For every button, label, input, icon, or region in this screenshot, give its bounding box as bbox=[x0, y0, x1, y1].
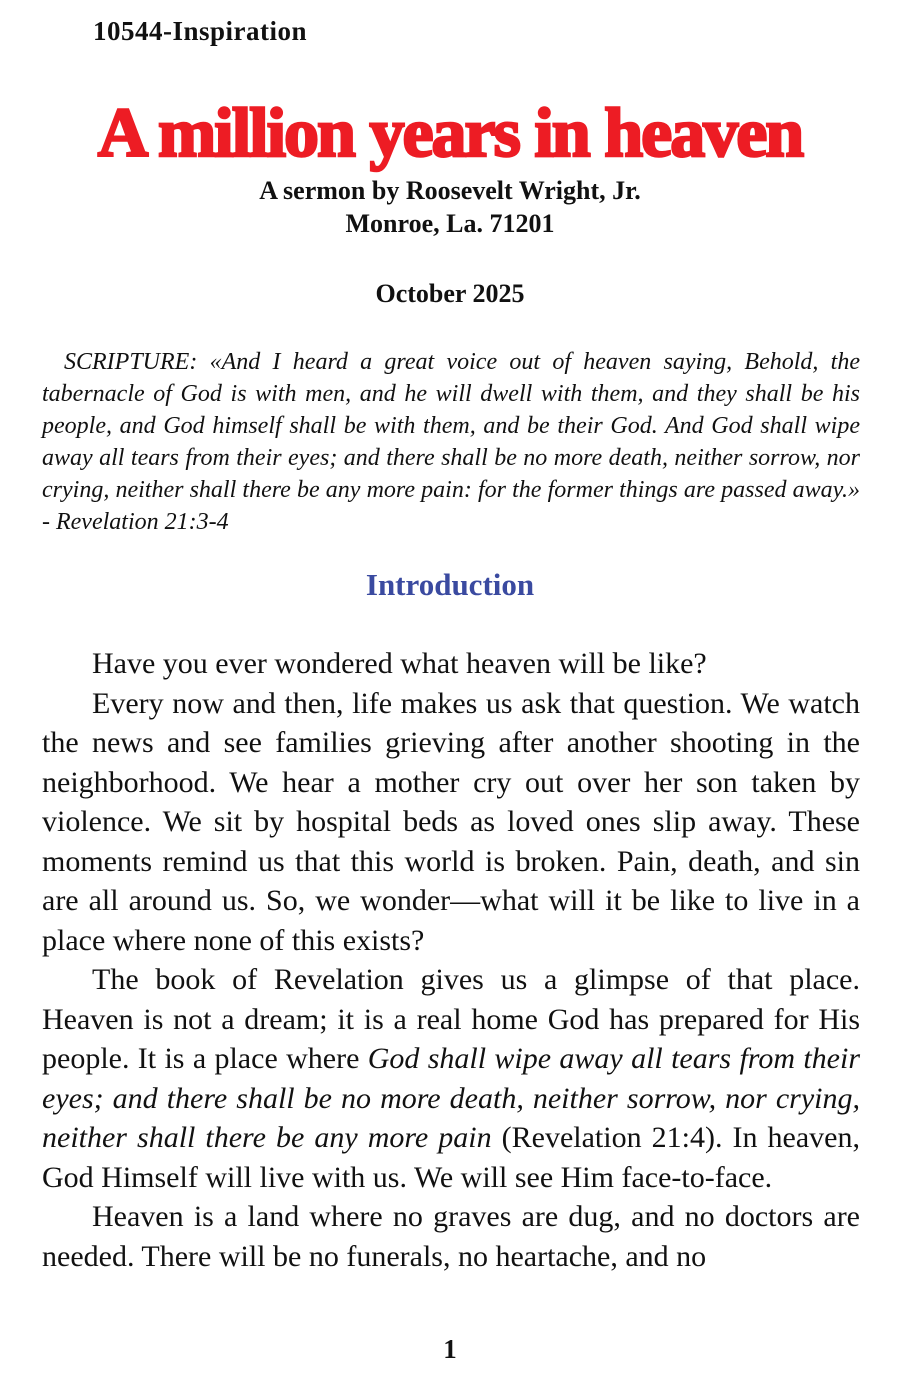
scripture-quote: SCRIPTURE: «And I heard a great voice out of heaven saying, Behold, the tabernacle of God is with men, and he will dwell with them, and they shall be his people, and God himself shall be with them, and be their God. And God shall wipe away all tears from their eyes; and there shall be no more death, neither sorrow, nor crying, neither shall there be any more pain: for the former things are passed away.» - Revelation 21:3-4 bbox=[42, 349, 860, 535]
page-number: 1 bbox=[443, 1334, 457, 1364]
body-text bbox=[42, 644, 860, 1276]
sermon-location: Monroe, La. 71201 bbox=[345, 209, 555, 238]
body-paragraph: Every now and then, life makes us ask that question. We watch the news and see families grieving after another shooting in the neighborhood. We hear a mother cry out over her son taken by violence. We sit by hospital beds as loved ones slip away. These moments remind us that this world is broken. Pain, death, and sin are all around us. So, we wonder—what will it be like to live in a place where none of this exists? bbox=[42, 686, 860, 957]
sermon-date: October 2025 bbox=[375, 279, 525, 308]
body-paragraph: Have you ever wondered what heaven will be like? bbox=[92, 647, 707, 680]
introduction-heading: Introduction bbox=[365, 567, 535, 602]
sermon-byline: A sermon by Roosevelt Wright, Jr. bbox=[259, 176, 641, 205]
body-paragraph: Heaven is a land where no graves are dug, and no doctors are needed. There will be no funerals, no heartache, and no bbox=[42, 1200, 860, 1273]
document-id: 10544-Inspiration bbox=[93, 16, 308, 46]
sermon-title: A million years in heaven bbox=[97, 95, 803, 172]
body-paragraph: The book of Revelation gives us a glimpse of that place. Heaven is not a dream; it is a real home God has prepared for His people. It is a place where God shall wipe away all tears from their eyes; and there shall be no more death, neither sorrow, nor crying, neither shall there be any more pain (Revelation 21:4). In heaven, God Himself will live with us. We will see Him face-to-face. bbox=[42, 963, 861, 1194]
